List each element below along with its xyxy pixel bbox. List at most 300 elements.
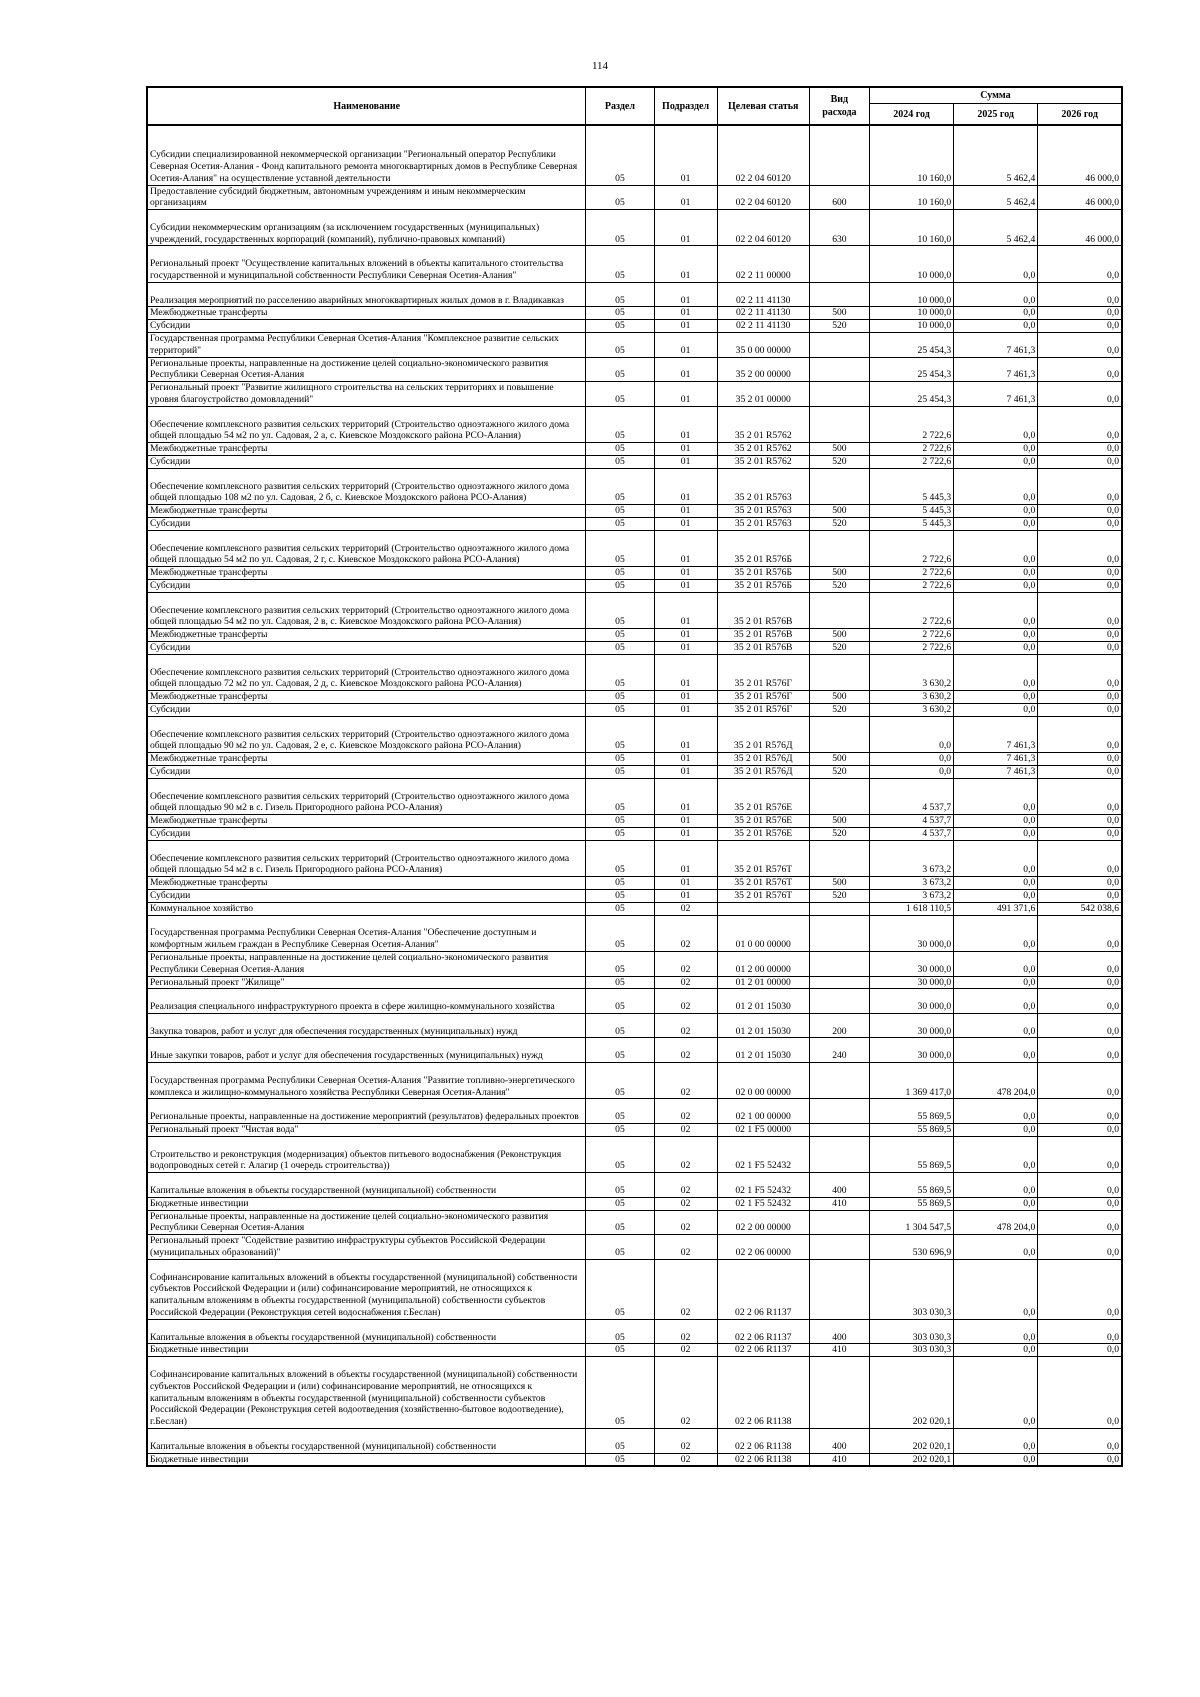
- cell-2024: 55 869,5: [869, 1136, 953, 1172]
- cell-name: Межбюджетные трансферты: [147, 307, 586, 320]
- cell-2024: 4 537,7: [869, 778, 953, 814]
- cell-celevaya: 02 2 11 41130: [717, 320, 809, 333]
- cell-2026: 0,0: [1038, 1210, 1122, 1235]
- cell-vid: [809, 125, 869, 185]
- cell-name: Межбюджетные трансферты: [147, 691, 586, 704]
- cell-2024: 5 445,3: [869, 468, 953, 504]
- table-row: [147, 753, 1122, 766]
- cell-2024: 2 722,6: [869, 641, 953, 654]
- table-row: [147, 840, 1122, 876]
- cell-celevaya: 35 2 01 R576Б: [717, 580, 809, 593]
- cell-vid: [809, 468, 869, 504]
- cell-celevaya: 35 2 01 R5763: [717, 505, 809, 518]
- cell-2026: 0,0: [1038, 629, 1122, 642]
- cell-2026: 0,0: [1038, 592, 1122, 628]
- cell-celevaya: 35 2 01 R5762: [717, 406, 809, 442]
- cell-razdel: 05: [586, 691, 654, 704]
- cell-podrazdel: 02: [654, 915, 717, 951]
- cell-name: Межбюджетные трансферты: [147, 753, 586, 766]
- cell-vid: 400: [809, 1429, 869, 1454]
- cell-podrazdel: 01: [654, 703, 717, 716]
- cell-2024: 2 722,6: [869, 629, 953, 642]
- cell-podrazdel: 01: [654, 567, 717, 580]
- cell-2024: 2 722,6: [869, 406, 953, 442]
- table-row: [147, 185, 1122, 210]
- cell-name: Государственная программа Республики Северная Осетия-Алания "Развитие топливно-энергетического комплекса и жилищно-коммунального хозяйства Республики Северная Осетия-Алания": [147, 1063, 586, 1099]
- cell-razdel: 05: [586, 580, 654, 593]
- cell-podrazdel: 01: [654, 518, 717, 531]
- cell-2025: 0,0: [954, 530, 1038, 566]
- table-row: [147, 976, 1122, 989]
- cell-name: Иные закупки товаров, работ и услуг для обеспечения государственных (муниципальных) нужд: [147, 1038, 586, 1063]
- cell-name: Бюджетные инвестиции: [147, 1197, 586, 1210]
- cell-2025: 0,0: [954, 1344, 1038, 1357]
- cell-vid: [809, 1099, 869, 1124]
- table-row: [147, 951, 1122, 976]
- cell-name: Субсидии: [147, 320, 586, 333]
- cell-2024: 3 630,2: [869, 703, 953, 716]
- cell-name: Межбюджетные трансферты: [147, 505, 586, 518]
- cell-razdel: 05: [586, 1099, 654, 1124]
- table-row: [147, 778, 1122, 814]
- cell-celevaya: 02 2 04 60120: [717, 185, 809, 210]
- cell-vid: 500: [809, 629, 869, 642]
- cell-vid: 520: [809, 320, 869, 333]
- cell-2026: 0,0: [1038, 641, 1122, 654]
- cell-podrazdel: 02: [654, 1344, 717, 1357]
- cell-2026: 0,0: [1038, 703, 1122, 716]
- cell-vid: 520: [809, 765, 869, 778]
- cell-name: Бюджетные инвестиции: [147, 1344, 586, 1357]
- cell-2026: 0,0: [1038, 1038, 1122, 1063]
- cell-podrazdel: 02: [654, 976, 717, 989]
- table-row: [147, 1063, 1122, 1099]
- cell-2026: 0,0: [1038, 1013, 1122, 1038]
- cell-name: Обеспечение комплексного развития сельских территорий (Строительство одноэтажного жилого дома общей площадью 54 м2 по ул. Садовая, 2 г, с. Киевское Моздокского района РСО-Алания): [147, 530, 586, 566]
- header-vid-line1: Вид: [830, 94, 849, 105]
- table-row: [147, 518, 1122, 531]
- cell-name: Межбюджетные трансферты: [147, 877, 586, 890]
- cell-vid: [809, 1136, 869, 1172]
- cell-2025: 0,0: [954, 1429, 1038, 1454]
- cell-2026: 0,0: [1038, 778, 1122, 814]
- budget-table: [146, 86, 1123, 1467]
- table-row: [147, 1357, 1122, 1429]
- cell-razdel: 05: [586, 716, 654, 752]
- cell-name: Софинансирование капитальных вложений в объекты государственной (муниципальной) собственности субъектов Российской Федерации и (или) софинансирование мероприятий, не относящихся к капитальным вложениям в объекты государственной (муниципальной) собственности субъектов Российской Федерации (Реконструкция сетей водоотведения (хозяйственно-бытовое водоотведение), г.Беслан): [147, 1357, 586, 1429]
- cell-vid: 500: [809, 443, 869, 456]
- cell-celevaya: 35 2 01 R576В: [717, 592, 809, 628]
- cell-2026: 0,0: [1038, 530, 1122, 566]
- cell-celevaya: 02 2 06 00000: [717, 1235, 809, 1260]
- cell-2024: 55 869,5: [869, 1099, 953, 1124]
- cell-razdel: 05: [586, 815, 654, 828]
- cell-name: Обеспечение комплексного развития сельских территорий (Строительство одноэтажного жилого дома общей площадью 54 м2 в с. Гизель Пригородного района РСО-Алания): [147, 840, 586, 876]
- cell-name: Региональные проекты, направленные на достижение целей социально-экономического развития Республики Северная Осетия-Алания: [147, 951, 586, 976]
- cell-2024: 25 454,3: [869, 333, 953, 358]
- cell-2025: 0,0: [954, 1013, 1038, 1038]
- cell-2025: 0,0: [954, 1038, 1038, 1063]
- table-row: [147, 716, 1122, 752]
- table-row: [147, 915, 1122, 951]
- cell-2024: 2 722,6: [869, 456, 953, 469]
- cell-vid: 410: [809, 1344, 869, 1357]
- cell-2024: 10 000,0: [869, 320, 953, 333]
- table-row: [147, 1429, 1122, 1454]
- table-row: [147, 629, 1122, 642]
- cell-2024: 30 000,0: [869, 951, 953, 976]
- cell-celevaya: 35 2 01 R5762: [717, 456, 809, 469]
- cell-celevaya: 35 2 01 R5763: [717, 518, 809, 531]
- cell-2024: 3 673,2: [869, 840, 953, 876]
- cell-name: Обеспечение комплексного развития сельских территорий (Строительство одноэтажного жилого дома общей площадью 54 м2 по ул. Садовая, 2 а, с. Киевское Моздокского района РСО-Алания): [147, 406, 586, 442]
- cell-name: Субсидии некоммерческим организациям (за исключением государственных (муниципальных) учреждений, государственных корпораций (компаний), публично-правовых компаний): [147, 210, 586, 246]
- cell-podrazdel: 01: [654, 125, 717, 185]
- cell-2024: 4 537,7: [869, 815, 953, 828]
- cell-2026: 0,0: [1038, 382, 1122, 407]
- cell-2026: 0,0: [1038, 1453, 1122, 1466]
- cell-2026: 0,0: [1038, 1319, 1122, 1344]
- cell-vid: [809, 592, 869, 628]
- table-row: [147, 765, 1122, 778]
- table-row: [147, 654, 1122, 690]
- cell-celevaya: 35 2 01 R576Д: [717, 753, 809, 766]
- cell-podrazdel: 01: [654, 210, 717, 246]
- table-row: [147, 889, 1122, 902]
- cell-name: Субсидии специализированной некоммерческой организации "Региональный оператор Республики Северная Осетия-Алания - Фонд капитального ремонта многоквартирных домов в Республике Северная Осетия-Алания" на осуществление уставной деятельности: [147, 125, 586, 185]
- cell-podrazdel: 02: [654, 1235, 717, 1260]
- cell-2026: 46 000,0: [1038, 125, 1122, 185]
- cell-celevaya: 35 2 01 R576В: [717, 629, 809, 642]
- cell-2025: 0,0: [954, 1173, 1038, 1198]
- cell-podrazdel: 01: [654, 840, 717, 876]
- cell-razdel: 05: [586, 778, 654, 814]
- cell-vid: 200: [809, 1013, 869, 1038]
- cell-podrazdel: 02: [654, 1038, 717, 1063]
- cell-podrazdel: 02: [654, 951, 717, 976]
- cell-razdel: 05: [586, 1235, 654, 1260]
- cell-podrazdel: 01: [654, 505, 717, 518]
- cell-celevaya: 35 2 01 R576Г: [717, 654, 809, 690]
- cell-2026: 0,0: [1038, 282, 1122, 307]
- cell-vid: 410: [809, 1453, 869, 1466]
- table-row: [147, 641, 1122, 654]
- cell-2025: 0,0: [954, 1124, 1038, 1137]
- cell-2025: 0,0: [954, 989, 1038, 1014]
- cell-2025: 0,0: [954, 282, 1038, 307]
- cell-vid: 500: [809, 307, 869, 320]
- table-row: [147, 443, 1122, 456]
- cell-razdel: 05: [586, 976, 654, 989]
- cell-name: Капитальные вложения в объекты государственной (муниципальной) собственности: [147, 1319, 586, 1344]
- header-summa: Сумма: [869, 87, 1122, 104]
- cell-name: Региональные проекты, направленные на достижение мероприятий (результатов) федеральных проектов: [147, 1099, 586, 1124]
- cell-name: Строительство и реконструкция (модернизация) объектов питьевого водоснабжения (Реконструкция водопроводных сетей г. Алагир (1 очередь строительства)): [147, 1136, 586, 1172]
- cell-2026: 0,0: [1038, 1197, 1122, 1210]
- cell-2024: 25 454,3: [869, 382, 953, 407]
- cell-2025: 0,0: [954, 915, 1038, 951]
- cell-2024: 10 160,0: [869, 210, 953, 246]
- cell-2026: 0,0: [1038, 840, 1122, 876]
- cell-2026: 0,0: [1038, 827, 1122, 840]
- header-podrazdel: Подраздел: [654, 87, 717, 125]
- cell-2026: 0,0: [1038, 1344, 1122, 1357]
- cell-name: Капитальные вложения в объекты государственной (муниципальной) собственности: [147, 1429, 586, 1454]
- cell-vid: [809, 840, 869, 876]
- cell-2025: 5 462,4: [954, 210, 1038, 246]
- cell-2025: 0,0: [954, 505, 1038, 518]
- cell-vid: [809, 1259, 869, 1319]
- cell-razdel: 05: [586, 530, 654, 566]
- cell-podrazdel: 02: [654, 1099, 717, 1124]
- table-header: [147, 87, 1122, 125]
- cell-podrazdel: 01: [654, 629, 717, 642]
- cell-celevaya: 01 2 01 15030: [717, 1013, 809, 1038]
- cell-celevaya: 02 2 06 R1138: [717, 1357, 809, 1429]
- cell-razdel: 05: [586, 1136, 654, 1172]
- cell-razdel: 05: [586, 406, 654, 442]
- cell-vid: [809, 716, 869, 752]
- table-row: [147, 989, 1122, 1014]
- cell-razdel: 05: [586, 889, 654, 902]
- cell-vid: 410: [809, 1197, 869, 1210]
- cell-2024: 10 000,0: [869, 246, 953, 282]
- cell-razdel: 05: [586, 1357, 654, 1429]
- cell-2024: 5 445,3: [869, 518, 953, 531]
- cell-2025: 0,0: [954, 1357, 1038, 1429]
- cell-razdel: 05: [586, 753, 654, 766]
- cell-celevaya: 02 1 00 00000: [717, 1099, 809, 1124]
- cell-2025: 0,0: [954, 827, 1038, 840]
- table-row: [147, 1136, 1122, 1172]
- cell-podrazdel: 01: [654, 357, 717, 382]
- cell-razdel: 05: [586, 1197, 654, 1210]
- cell-2026: 0,0: [1038, 1259, 1122, 1319]
- cell-podrazdel: 02: [654, 1429, 717, 1454]
- cell-razdel: 05: [586, 951, 654, 976]
- cell-vid: 520: [809, 827, 869, 840]
- cell-celevaya: 02 2 06 R1137: [717, 1344, 809, 1357]
- cell-2026: 0,0: [1038, 1136, 1122, 1172]
- cell-2024: 303 030,3: [869, 1344, 953, 1357]
- cell-2024: 4 537,7: [869, 827, 953, 840]
- table-row: [147, 468, 1122, 504]
- table-row: [147, 1013, 1122, 1038]
- cell-podrazdel: 02: [654, 1124, 717, 1137]
- cell-razdel: 05: [586, 443, 654, 456]
- table-body: [147, 125, 1122, 1466]
- table-row: [147, 1038, 1122, 1063]
- cell-razdel: 05: [586, 1429, 654, 1454]
- cell-2026: 46 000,0: [1038, 185, 1122, 210]
- cell-2025: 0,0: [954, 456, 1038, 469]
- table-row: [147, 246, 1122, 282]
- cell-podrazdel: 02: [654, 1453, 717, 1466]
- cell-2024: 2 722,6: [869, 592, 953, 628]
- cell-2025: 0,0: [954, 567, 1038, 580]
- cell-razdel: 05: [586, 1259, 654, 1319]
- table-row: [147, 530, 1122, 566]
- cell-name: Субсидии: [147, 889, 586, 902]
- cell-razdel: 05: [586, 333, 654, 358]
- cell-razdel: 05: [586, 125, 654, 185]
- cell-2025: 0,0: [954, 1259, 1038, 1319]
- cell-vid: [809, 989, 869, 1014]
- cell-name: Капитальные вложения в объекты государственной (муниципальной) собственности: [147, 1173, 586, 1198]
- cell-podrazdel: 01: [654, 753, 717, 766]
- cell-name: Субсидии: [147, 580, 586, 593]
- cell-2025: 0,0: [954, 815, 1038, 828]
- cell-2025: 0,0: [954, 976, 1038, 989]
- cell-2025: 0,0: [954, 778, 1038, 814]
- cell-razdel: 05: [586, 185, 654, 210]
- cell-podrazdel: 02: [654, 1210, 717, 1235]
- cell-2025: 0,0: [954, 641, 1038, 654]
- cell-2025: 0,0: [954, 320, 1038, 333]
- cell-name: Региональный проект "Жилище": [147, 976, 586, 989]
- cell-2024: 1 369 417,0: [869, 1063, 953, 1099]
- cell-2025: 0,0: [954, 443, 1038, 456]
- cell-podrazdel: 01: [654, 815, 717, 828]
- cell-2024: 3 630,2: [869, 691, 953, 704]
- cell-celevaya: 02 2 06 R1138: [717, 1453, 809, 1466]
- cell-2026: 0,0: [1038, 1124, 1122, 1137]
- cell-2026: 0,0: [1038, 1063, 1122, 1099]
- cell-2026: 0,0: [1038, 1235, 1122, 1260]
- cell-podrazdel: 01: [654, 382, 717, 407]
- cell-2025: 0,0: [954, 1136, 1038, 1172]
- cell-celevaya: 02 0 00 00000: [717, 1063, 809, 1099]
- cell-celevaya: 35 2 01 R576Е: [717, 827, 809, 840]
- table-row: [147, 282, 1122, 307]
- cell-2026: 0,0: [1038, 505, 1122, 518]
- cell-2026: 0,0: [1038, 333, 1122, 358]
- table-row: [147, 406, 1122, 442]
- cell-name: Региональные проекты, направленные на достижение целей социально-экономического развития Республики Северная Осетия-Алания: [147, 357, 586, 382]
- cell-2026: 0,0: [1038, 1173, 1122, 1198]
- cell-2026: 542 038,6: [1038, 902, 1122, 915]
- cell-razdel: 05: [586, 1453, 654, 1466]
- header-name: Наименование: [147, 87, 586, 125]
- cell-name: Коммунальное хозяйство: [147, 902, 586, 915]
- cell-name: Софинансирование капитальных вложений в объекты государственной (муниципальной) собственности субъектов Российской Федерации и (или) софинансирование мероприятий, не относящихся к капитальным вложениям в объекты государственной (муниципальной) собственности субъектов Российской Федерации (Реконструкция сетей водоснабжения г.Беслан): [147, 1259, 586, 1319]
- page-number: 114: [591, 60, 609, 72]
- cell-2025: 0,0: [954, 307, 1038, 320]
- cell-podrazdel: 01: [654, 778, 717, 814]
- header-razdel: Раздел: [586, 87, 654, 125]
- table-row: [147, 827, 1122, 840]
- cell-2026: 0,0: [1038, 976, 1122, 989]
- cell-name: Реализация мероприятий по расселению аварийных многоквартирных жилых домов в г. Владикавказ: [147, 282, 586, 307]
- cell-name: Региональные проекты, направленные на достижение целей социально-экономического развития Республики Северная Осетия-Алания: [147, 1210, 586, 1235]
- cell-podrazdel: 02: [654, 1259, 717, 1319]
- header-celevaya: Целевая статья: [717, 87, 809, 125]
- cell-razdel: 05: [586, 246, 654, 282]
- cell-celevaya: 02 2 06 R1137: [717, 1259, 809, 1319]
- cell-podrazdel: 02: [654, 1319, 717, 1344]
- cell-celevaya: 01 2 01 00000: [717, 976, 809, 989]
- cell-celevaya: 35 2 01 R576Т: [717, 840, 809, 876]
- cell-2025: 0,0: [954, 840, 1038, 876]
- cell-2025: 0,0: [954, 654, 1038, 690]
- cell-2024: 10 000,0: [869, 282, 953, 307]
- cell-celevaya: 01 0 00 00000: [717, 915, 809, 951]
- cell-razdel: 05: [586, 1344, 654, 1357]
- cell-vid: 500: [809, 815, 869, 828]
- table-row: [147, 1235, 1122, 1260]
- cell-name: Субсидии: [147, 518, 586, 531]
- cell-vid: [809, 1357, 869, 1429]
- cell-podrazdel: 01: [654, 443, 717, 456]
- table-row: [147, 1197, 1122, 1210]
- cell-podrazdel: 02: [654, 1197, 717, 1210]
- cell-2024: 3 673,2: [869, 877, 953, 890]
- cell-vid: [809, 333, 869, 358]
- cell-razdel: 05: [586, 505, 654, 518]
- cell-2024: 5 445,3: [869, 505, 953, 518]
- cell-2025: 478 204,0: [954, 1063, 1038, 1099]
- cell-2026: 0,0: [1038, 1099, 1122, 1124]
- cell-celevaya: 35 2 01 R576В: [717, 641, 809, 654]
- cell-2024: 303 030,3: [869, 1259, 953, 1319]
- cell-celevaya: 35 2 00 00000: [717, 357, 809, 382]
- table-row: [147, 815, 1122, 828]
- cell-podrazdel: 01: [654, 691, 717, 704]
- header-vid-line2: расхода: [822, 107, 857, 118]
- cell-celevaya: 35 0 00 00000: [717, 333, 809, 358]
- cell-name: Субсидии: [147, 456, 586, 469]
- cell-name: Обеспечение комплексного развития сельских территорий (Строительство одноэтажного жилого дома общей площадью 90 м2 по ул. Садовая, 2 е, с. Киевское Моздокского района РСО-Алания): [147, 716, 586, 752]
- cell-razdel: 05: [586, 989, 654, 1014]
- cell-razdel: 05: [586, 654, 654, 690]
- cell-celevaya: 35 2 01 R576Д: [717, 716, 809, 752]
- cell-2026: 0,0: [1038, 518, 1122, 531]
- cell-2026: 0,0: [1038, 1429, 1122, 1454]
- cell-celevaya: 02 2 11 41130: [717, 282, 809, 307]
- cell-razdel: 05: [586, 1173, 654, 1198]
- cell-2025: 0,0: [954, 1099, 1038, 1124]
- cell-2026: 0,0: [1038, 815, 1122, 828]
- cell-razdel: 05: [586, 1124, 654, 1137]
- cell-vid: [809, 1124, 869, 1137]
- cell-razdel: 05: [586, 641, 654, 654]
- cell-podrazdel: 02: [654, 902, 717, 915]
- cell-vid: 500: [809, 567, 869, 580]
- cell-name: Бюджетные инвестиции: [147, 1453, 586, 1466]
- cell-vid: [809, 357, 869, 382]
- cell-2025: 5 462,4: [954, 185, 1038, 210]
- cell-2024: 1 304 547,5: [869, 1210, 953, 1235]
- cell-podrazdel: 01: [654, 765, 717, 778]
- cell-2024: 202 020,1: [869, 1429, 953, 1454]
- cell-celevaya: 35 2 01 R576Е: [717, 778, 809, 814]
- cell-vid: [809, 1210, 869, 1235]
- cell-2025: 7 461,3: [954, 357, 1038, 382]
- cell-celevaya: 35 2 01 R5763: [717, 468, 809, 504]
- cell-vid: 520: [809, 703, 869, 716]
- cell-podrazdel: 01: [654, 877, 717, 890]
- cell-name: Закупка товаров, работ и услуг для обеспечения государственных (муниципальных) нужд: [147, 1013, 586, 1038]
- cell-2026: 0,0: [1038, 889, 1122, 902]
- cell-podrazdel: 01: [654, 530, 717, 566]
- cell-2026: 0,0: [1038, 320, 1122, 333]
- cell-vid: 240: [809, 1038, 869, 1063]
- cell-celevaya: 02 1 F5 00000: [717, 1124, 809, 1137]
- table-row: [147, 125, 1122, 185]
- cell-vid: 630: [809, 210, 869, 246]
- cell-name: Обеспечение комплексного развития сельских территорий (Строительство одноэтажного жилого дома общей площадью 90 м2 в с. Гизель Пригородного района РСО-Алания): [147, 778, 586, 814]
- cell-2025: 0,0: [954, 518, 1038, 531]
